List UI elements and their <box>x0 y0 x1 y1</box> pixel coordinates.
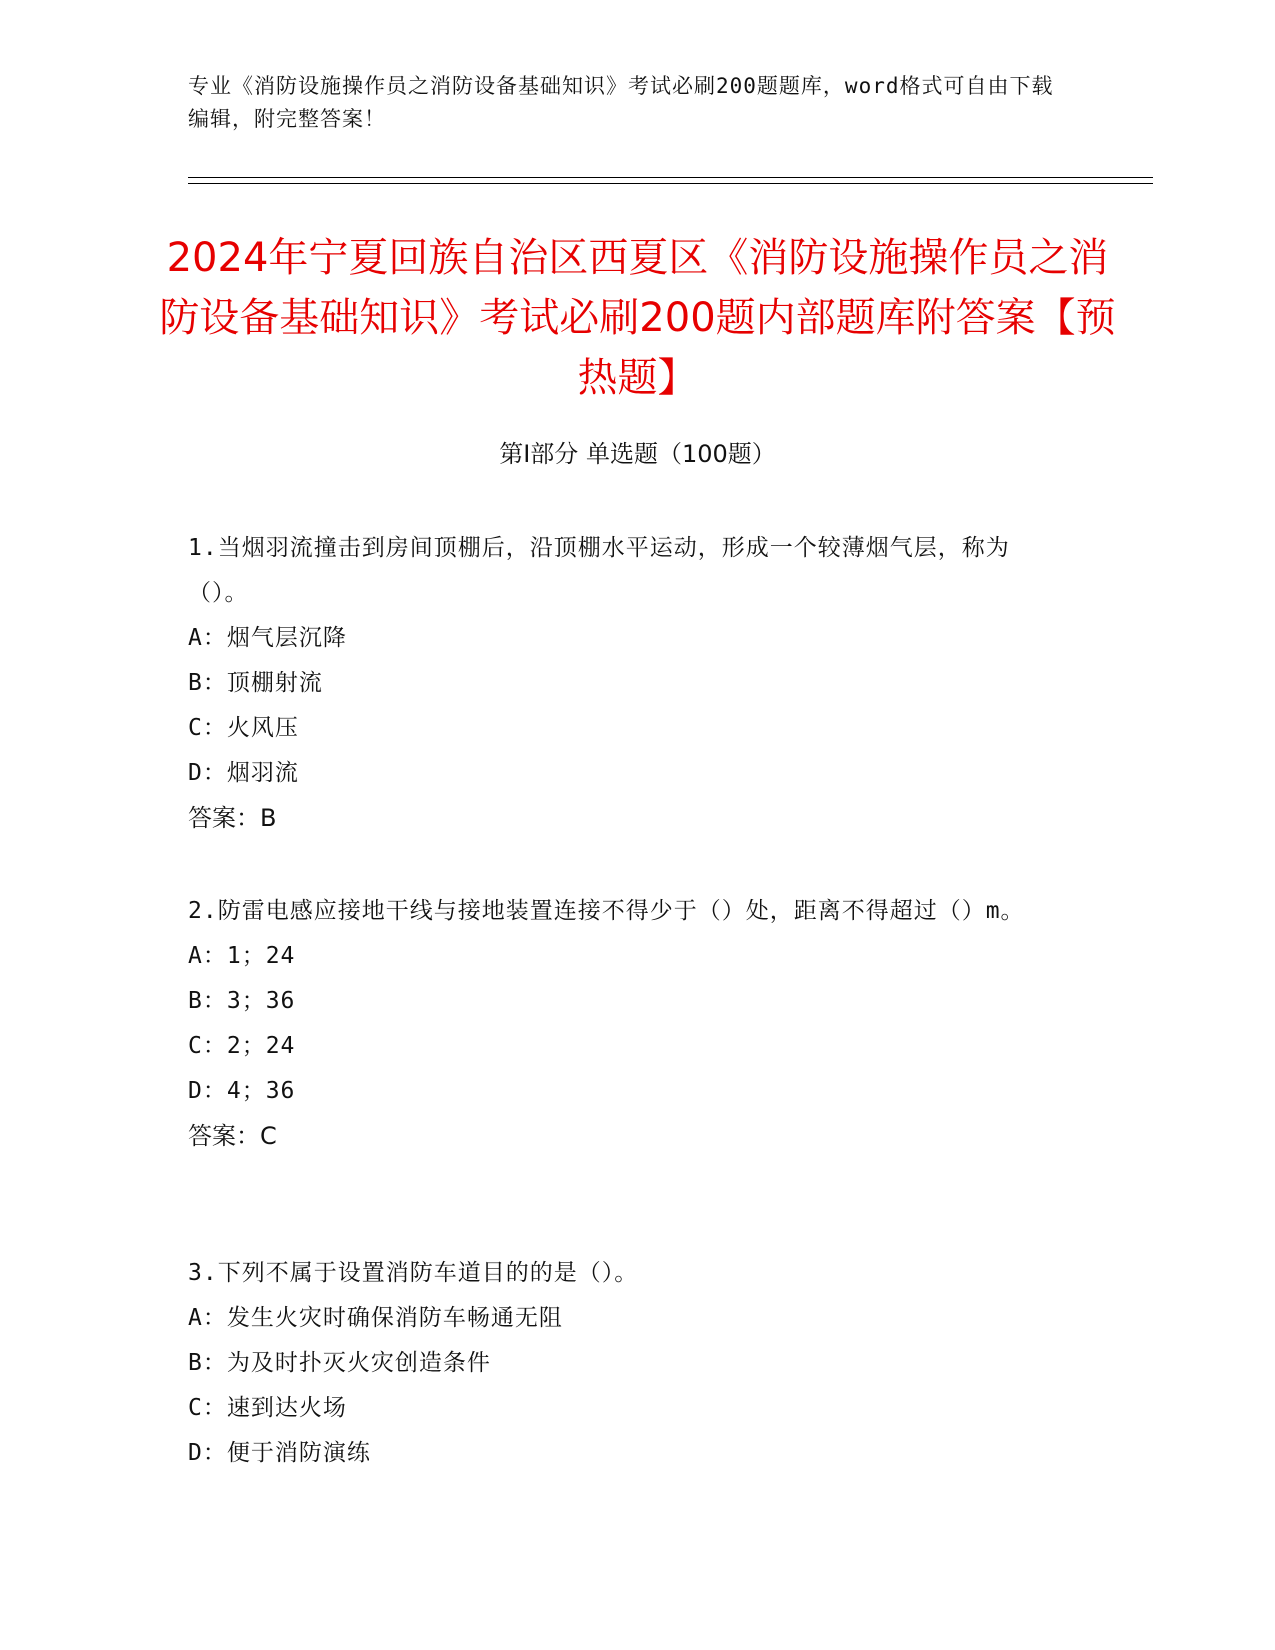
option-b: B：3；36 <box>188 988 296 1014</box>
question-stem: 2.防雷电感应接地干线与接地装置连接不得少于（）处，距离不得超过（）m。 <box>188 898 1025 924</box>
option-d: D：便于消防演练 <box>188 1440 371 1466</box>
header-note: 专业《消防设施操作员之消防设备基础知识》考试必刷200题题库，word格式可自由下载编辑，附完整答案！ <box>188 74 1054 131</box>
option-d: D：4；36 <box>188 1078 296 1104</box>
question-block <box>188 889 1068 1159</box>
option-a: A：烟气层沉降 <box>188 625 347 651</box>
question-block <box>188 526 1068 841</box>
option-c: C：2；24 <box>188 1033 296 1059</box>
option-c: C：火风压 <box>188 715 299 741</box>
option-d: D：烟羽流 <box>188 760 299 786</box>
document-title: 2024年宁夏回族自治区西夏区《消防设施操作员之消防设备基础知识》考试必刷200题内部题库附答案【预热题】 <box>159 235 1116 401</box>
answer-text: 答案：C <box>188 1122 277 1150</box>
header-rule-top <box>188 177 1153 178</box>
option-a: A：1；24 <box>188 943 296 969</box>
section-heading: 第Ⅰ部分 单选题（100题） <box>499 440 776 468</box>
header-rule-bottom <box>188 183 1153 184</box>
question-stem: 1.当烟羽流撞击到房间顶棚后，沿顶棚水平运动，形成一个较薄烟气层，称为（）。 <box>188 535 1010 606</box>
option-b: B：顶棚射流 <box>188 670 323 696</box>
option-b: B：为及时扑灭火灾创造条件 <box>188 1350 491 1376</box>
option-c: C：速到达火场 <box>188 1395 347 1421</box>
question-stem: 3.下列不属于设置消防车道目的的是（）。 <box>188 1260 639 1286</box>
question-block <box>188 1251 1068 1476</box>
option-a: A：发生火灾时确保消防车畅通无阻 <box>188 1305 563 1331</box>
answer-text: 答案：B <box>188 804 277 832</box>
